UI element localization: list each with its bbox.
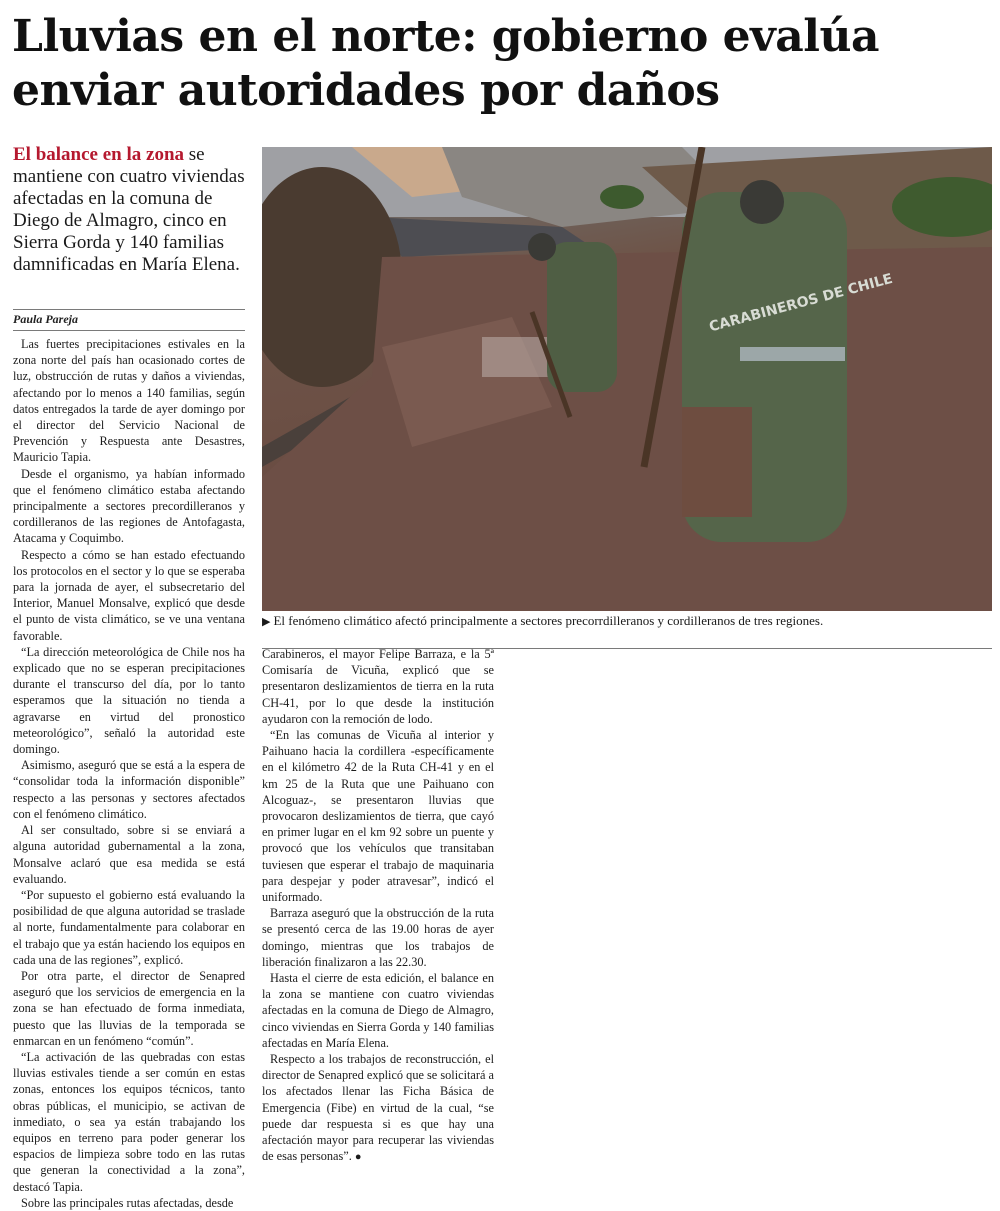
paragraph: “En las comunas de Vicuña al interior y Paihuano hacia la cordillera -específicamente en el kilómetro 42 de la Ruta CH-41 y en el km 25 de la Ruta que une Paihuano con Alcoguaz-, se presentaron lluvias que provocaron deslizamientos de tierra, que cayó en primer lugar en el km 92 sobre un puente y provocó que los vehículos que transitaban tuviesen que esperar el trabajo de maquinaria para despejar y poder atravesar”, indicó el uniformado.: [262, 728, 494, 905]
paragraph-final: [262, 1051, 494, 1165]
officer-left-head: [528, 233, 556, 261]
paragraph: Asimismo, aseguró que se está a la espera de “consolidar toda la información disponible” respecto a las personas y sectores afectados con el fenómeno climático.: [13, 758, 245, 821]
caption-arrow-icon: ▶: [262, 616, 271, 628]
paragraph-continued: Carabineros, el mayor Felipe Barraza, e la 5ª Comisaría de Vicuña, explicó que se presentaron deslizamientos de tierra en la ruta CH-41, por lo que desde la institución ayudaron con la remoción de lodo.: [262, 647, 494, 726]
bush: [600, 185, 644, 209]
paragraph-final-text: Respecto a los trabajos de reconstrucción, el director de Senapred explicó que se solicitará a los afectados llenar las Ficha Básica de Emergencia (Fibe) en virtud de la cual, “se puede dar respuesta si es que hay una afectación mayor para recuperar las viviendas de esas personas”.: [262, 1052, 494, 1164]
news-photo: [262, 147, 992, 611]
paragraph: Sobre las principales rutas afectadas, desde: [21, 1195, 234, 1210]
caption-text: El fenómeno climático afectó principalmente a sectores precorrdilleranos y cordilleranos de tres regiones.: [273, 613, 824, 628]
end-mark-icon: ●: [354, 1151, 362, 1164]
paragraph: Las fuertes precipitaciones estivales en la zona norte del país han ocasionado cortes de luz, obstrucción de rutas y daños a viviendas, afectando por lo menos a 140 familias, según datos entregados la tarde de ayer domingo por el director del Servicio Nacional de Prevención y Respuesta ante Desastres, Mauricio Tapia.: [13, 337, 245, 465]
officer-left: [547, 242, 617, 392]
officer-right-head: [740, 180, 784, 224]
paragraph: “Por supuesto el gobierno está evaluando la posibilidad de que alguna autoridad se traslade al norte, fundamentalmente para colaborar en el trabajo que ya están haciendo los equipos en cada una de las regiones”, explicó.: [13, 887, 245, 967]
body-column-2: [262, 646, 494, 1166]
paragraph: Barraza aseguró que la obstrucción de la ruta se presentó cerca de las 19.00 horas de ayer domingo, mientras que los trabajos de liberación finalizaron a las 22.30.: [262, 906, 494, 969]
body-column-1: [13, 336, 245, 1211]
headline: Lluvias en el norte: gobierno evalúa enviar autoridades por daños: [12, 11, 879, 116]
byline-bottom-rule: [13, 330, 245, 331]
paragraph: Respecto a cómo se han estado efectuando los protocolos en el sector y lo que se esperaba para la jornada de ayer, el subsecretario del Interior, Manuel Monsalve, explicó que desde el punto de vista climático, se ve una ventana favorable.: [13, 547, 245, 643]
muddy-boots: [682, 407, 752, 517]
lead-text: se mantiene con cuatro viviendas afectadas en la comuna de Diego de Almagro, cinco en Sierra Gorda y 140 familias damnificadas en María Elena.: [13, 144, 245, 275]
byline-top-rule: [13, 309, 245, 310]
paragraph: “La dirección meteorológica de Chile nos ha explicado que no se esperan precipitaciones durante el transcurso del día, por lo tanto esperamos que la situación no tienda a agravarse en virtud del pronostico meteorológico”, señaló la autoridad este domingo.: [13, 644, 245, 757]
lead-highlight: El balance en la zona: [13, 144, 185, 165]
vest-text: CARABINEROS DE CHILE: [707, 270, 895, 336]
paragraph: “La activación de las quebradas con estas lluvias estivales tiende a ser común en estas zonas, entonces los equipos técnicos, tanto obras públicas, el municipio, se activan de inmediato, o sea ya están trabajando los equipos en terreno para poder generar los espacios de limpieza sobre todo en las rutas que generan la conectividad a la zona”, destacó Tapia.: [13, 1049, 245, 1194]
byline: Paula Pareja: [13, 312, 78, 326]
paragraph: Por otra parte, el director de Senapred aseguró que los servicios de emergencia en la zona se han efectuado de forma inmediata, puesto que las lluvias de la temporada se enmarcan en un fenómeno “común”.: [13, 968, 245, 1048]
photo-illustration: [262, 147, 992, 611]
paragraph: Hasta el cierre de esta edición, el balance en la zona se mantiene con cuatro viviendas afectadas en la comuna de Diego de Almagro, cinco viviendas en Sierra Gorda y 140 familias afectadas en María Elena.: [262, 971, 494, 1050]
reflective-stripe: [740, 347, 845, 361]
paragraph: Al ser consultado, sobre si se enviará a alguna autoridad gubernamental a la zona, Monsalve aclaró que esa medida se está evaluando.: [13, 823, 245, 886]
paragraph: Desde el organismo, ya habían informado que el fenómeno climático estaba afectando principalmente a sectores precordilleranos y cordilleranos de las regiones de Antofagasta, Atacama y Coquimbo.: [13, 466, 245, 546]
photo-caption: [262, 613, 992, 630]
lead-summary: [13, 144, 249, 276]
